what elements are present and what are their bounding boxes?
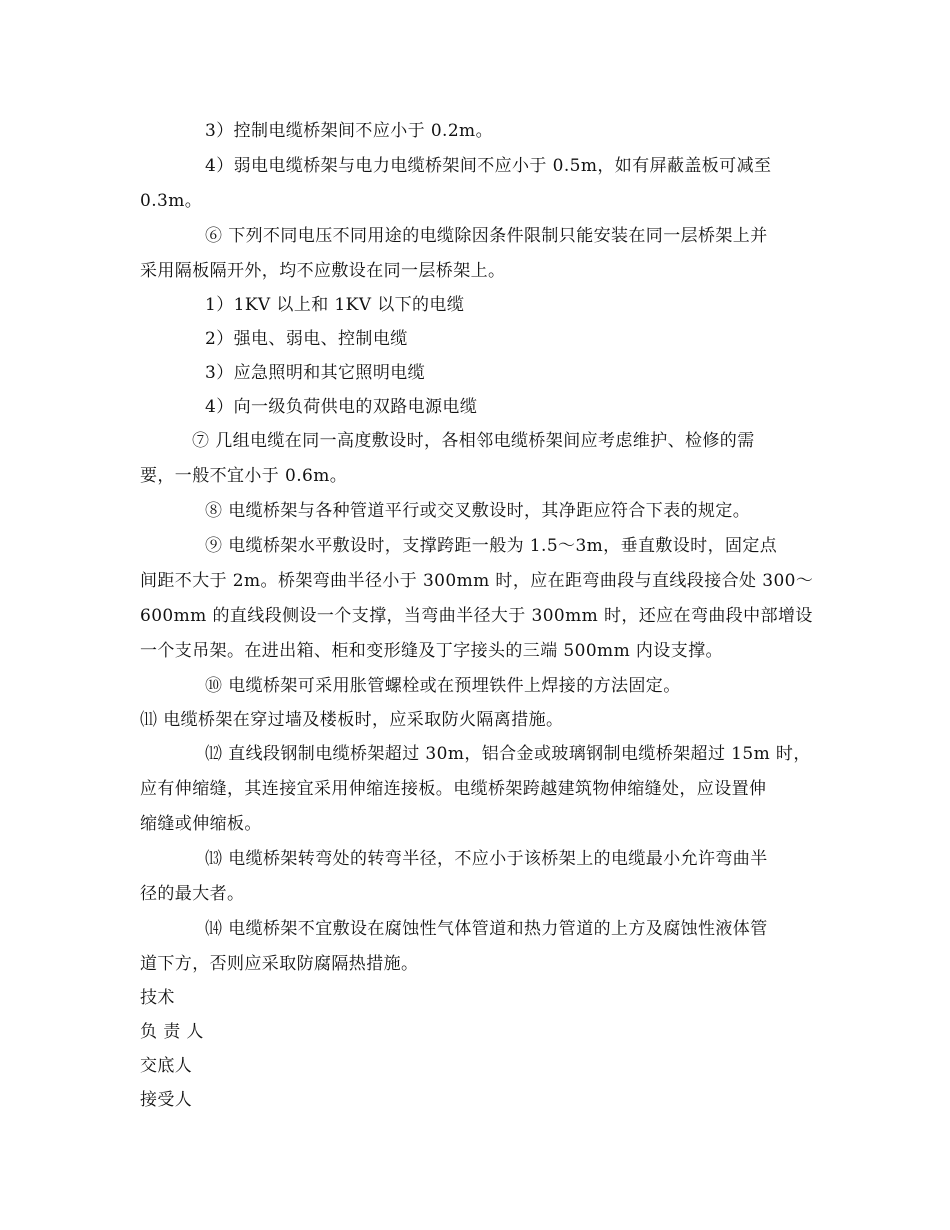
text-line-26: 技术 (140, 988, 175, 1008)
text-line-1: 3）控制电缆桥架间不应小于 0.2m。 (205, 121, 493, 141)
text-line-14: 间距不大于 2m。桥架弯曲半径小于 300mm 时，应在距弯曲段与直线段接合处 300～ (140, 571, 814, 591)
text-line-25: 道下方，否则应采取防腐隔热措施。 (140, 954, 419, 974)
text-line-6: 1）1KV 以上和 1KV 以下的电缆 (205, 295, 465, 315)
text-line-12: ⑧ 电缆桥架与各种管道平行或交叉敷设时，其净距应符合下表的规定。 (205, 501, 751, 521)
text-line-20: 应有伸缩缝，其连接宜采用伸缩连接板。电缆桥架跨越建筑物伸缩缝处，应设置伸 (140, 779, 767, 799)
text-line-10: ⑦ 几组电缆在同一高度敷设时，各相邻电缆桥架间应考虑维护、检修的需 (192, 431, 755, 451)
text-line-3: 0.3m。 (140, 191, 203, 211)
text-line-21: 缩缝或伸缩板。 (140, 814, 262, 834)
text-line-9: 4）向一级负荷供电的双路电源电缆 (205, 397, 478, 417)
text-line-18: ⑾ 电缆桥架在穿过墙及楼板时，应采取防火隔离措施。 (140, 710, 564, 730)
text-line-19: ⑿ 直线段钢制电缆桥架超过 30m，铝合金或玻璃钢制电缆桥架超过 15m 时， (205, 744, 811, 764)
text-line-28: 交底人 (140, 1056, 193, 1076)
text-line-27: 负 责 人 (140, 1022, 204, 1042)
text-line-4: ⑥ 下列不同电压不同用途的电缆除因条件限制只能安装在同一层桥架上并 (205, 226, 768, 246)
text-line-2: 4）弱电电缆桥架与电力电缆桥架间不应小于 0.5m，如有屏蔽盖板可减至 (205, 156, 772, 176)
text-line-22: ⒀ 电缆桥架转弯处的转弯半径，不应小于该桥架上的电缆最小允许弯曲半 (205, 849, 768, 869)
text-line-16: 一个支吊架。在进出箱、柜和变形缝及丁字接头的三端 500mm 内设支撑。 (140, 641, 723, 661)
text-line-7: 2）强电、弱电、控制电缆 (205, 329, 408, 349)
text-line-5: 采用隔板隔开外，均不应敷设在同一层桥架上。 (140, 261, 506, 281)
text-line-29: 接受人 (140, 1090, 193, 1110)
text-line-11: 要，一般不宜小于 0.6m。 (140, 466, 348, 486)
text-line-17: ⑩ 电缆桥架可采用胀管螺栓或在预埋铁件上焊接的方法固定。 (205, 676, 681, 696)
text-line-13: ⑨ 电缆桥架水平敷设时，支撑跨距一般为 1.5～3m，垂直敷设时，固定点 (205, 536, 778, 556)
text-line-15: 600mm 的直线段侧设一个支撑，当弯曲半径大于 300mm 时，还应在弯曲段中部增设 (140, 606, 813, 626)
text-line-23: 径的最大者。 (140, 884, 245, 904)
text-line-8: 3）应急照明和其它照明电缆 (205, 363, 426, 383)
text-line-24: ⒁ 电缆桥架不宜敷设在腐蚀性气体管道和热力管道的上方及腐蚀性液体管 (205, 919, 768, 939)
